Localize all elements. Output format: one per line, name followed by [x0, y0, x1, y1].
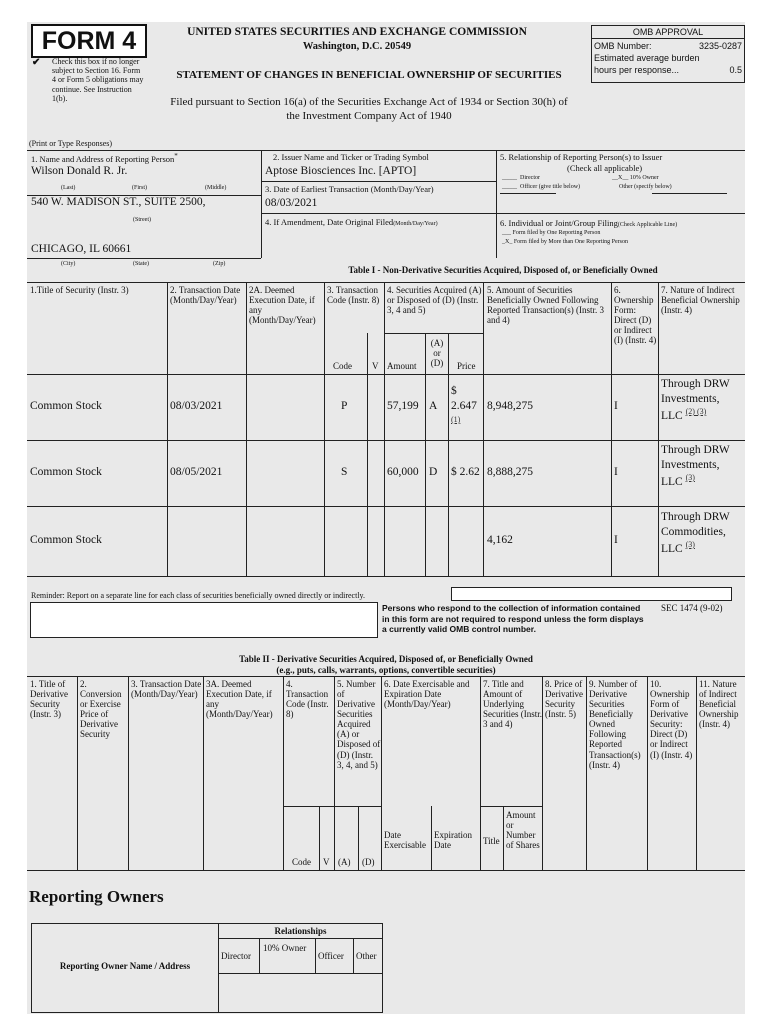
- t2-code: Code: [292, 857, 311, 867]
- omb-number-label: OMB Number:: [594, 41, 652, 51]
- t1-row2-nature-footnote[interactable]: (3): [685, 472, 695, 482]
- label-last: (Last): [61, 185, 76, 191]
- t1-row1-price-footnote[interactable]: (1): [451, 415, 461, 424]
- form-4-document: [27, 22, 745, 1014]
- t1-row1-title: Common Stock: [30, 400, 102, 412]
- t1-row2-nature: Through DRW Investments, LLC $^{(3)}$: [661, 444, 730, 488]
- t1-row3-form: I: [614, 534, 618, 546]
- box4-label: 4. If Amendment, Date Original Filed(Month/Day/Year): [265, 217, 438, 227]
- t1-row2-price: $ 2.62: [451, 466, 480, 478]
- t1-h2a: 2A. Deemed Execution Date, if any (Month/Day/Year): [249, 285, 316, 326]
- t1-price: Price: [457, 361, 476, 371]
- owners-name-address: Reporting Owner Name / Address: [59, 961, 191, 971]
- table2-subtitle: (e.g., puts, calls, warrants, options, convertible securities): [276, 665, 496, 675]
- omb-burden-label: Estimated average burden: [594, 53, 700, 63]
- t1-row1-price: 2.647: [451, 400, 477, 412]
- sec-number: SEC 1474 (9-02): [661, 603, 723, 613]
- reporting-person-city: CHICAGO, IL 60661: [31, 243, 132, 255]
- label-state: (State): [133, 261, 149, 267]
- t1-row2-form: I: [614, 466, 618, 478]
- label-first: (First): [132, 185, 147, 191]
- t2-date-ex: Date Exercisable: [384, 830, 426, 851]
- t2-h9: 9. Number of Derivative Securities Beneficially Owned Following Reported Transaction(s) (Instr. 4): [589, 679, 641, 770]
- t1-row1-form: I: [614, 400, 618, 412]
- omb-approval-box: [591, 25, 745, 83]
- t1-row1-nature-footnote[interactable]: (2) (3): [685, 406, 707, 416]
- label-zip: (Zip): [213, 261, 226, 267]
- t2-h7: 7. Title and Amount of Underlying Securities (Instr. 3 and 4): [483, 679, 542, 730]
- table2-title: Table II - Derivative Securities Acquired, Disposed of, or Beneficially Owned: [239, 654, 533, 664]
- form-title: FORM 4: [41, 27, 137, 55]
- box1-star: *: [174, 152, 178, 160]
- t1-h5: 5. Amount of Securities Beneficially Owned Following Reported Transaction(s) (Instr. 3 and 4): [487, 285, 604, 326]
- owners-table: [31, 923, 383, 1013]
- issuer-name: Aptose Biosciences Inc. [APTO]: [265, 165, 417, 177]
- reminder-box-left: [30, 602, 378, 638]
- t2-h3: 3. Transaction Date (Month/Day/Year): [131, 679, 202, 700]
- omb-hours-label: hours per response...: [594, 65, 680, 75]
- reporting-person-street: 540 W. MADISON ST., SUITE 2500,: [31, 196, 206, 208]
- t1-h4: 4. Securities Acquired (A) or Disposed of (D) (Instr. 3, 4 and 5): [387, 285, 482, 316]
- t2-h2: 2. Conversion or Exercise Price of Derivative Security: [80, 679, 122, 740]
- t2-v: V: [323, 857, 330, 867]
- t2-h6: 6. Date Exercisable and Expiration Date (Month/Day/Year): [384, 679, 470, 710]
- omb-hours-value: 0.5: [729, 65, 742, 75]
- t1-h3: 3. Transaction Code (Instr. 8): [327, 285, 380, 306]
- reporting-person-name: Wilson Donald R. Jr.: [31, 165, 128, 177]
- t1-row3-nature-footnote[interactable]: (3): [685, 539, 695, 549]
- t2-h11: 11. Nature of Indirect Beneficial Ownership (Instr. 4): [699, 679, 739, 730]
- t1-h2: 2. Transaction Date (Month/Day/Year): [170, 285, 241, 306]
- t2-amt-num: Amount or Number of Shares: [506, 810, 540, 851]
- t1-row1-amount: 57,199: [387, 400, 419, 412]
- t1-row2-owned: 8,888,275: [487, 466, 533, 478]
- box1-label: 1. Name and Address of Reporting Person*: [31, 152, 178, 164]
- reminder-text: Reminder: Report on a separate line for each class of securities beneficially owned directly or indirectly.: [31, 591, 366, 600]
- t2-title: Title: [483, 836, 500, 846]
- earliest-transaction-date: 08/03/2021: [265, 197, 318, 209]
- check-box-text: Check this box if no longer subject to Section 16. Form 4 or Form 5 obligations may continue. See Instruction 1(b).: [52, 57, 144, 103]
- t1-row1-ad: A: [429, 400, 438, 412]
- label-street: (Street): [133, 217, 151, 223]
- t1-v: V: [372, 361, 379, 371]
- t1-row1-price-sym: $: [451, 385, 457, 397]
- reporting-owners-heading: Reporting Owners: [29, 887, 164, 906]
- form-title-box: [31, 24, 147, 58]
- t1-h1: 1.Title of Security (Instr. 3): [30, 285, 129, 295]
- owners-officer: Officer: [318, 951, 344, 961]
- omb-number-value: 3235-0287: [698, 41, 742, 51]
- t1-row2-title: Common Stock: [30, 466, 102, 478]
- filing-one: ___ Form filed by One Reporting Person: [502, 230, 601, 236]
- owners-relationships: Relationships: [274, 926, 327, 936]
- rel-director: Director: [520, 175, 540, 181]
- box5-label: 5. Relationship of Reporting Person(s) to Issuer: [500, 152, 663, 162]
- t1-amount: Amount: [387, 361, 417, 371]
- box2-label: 2. Issuer Name and Ticker or Trading Symbol: [273, 152, 429, 162]
- t1-row1-owned: 8,948,275: [487, 400, 533, 412]
- t1-row3-nature: Through DRW Commodities, LLC $^{(3)}$: [661, 511, 730, 555]
- table1-title: Table I - Non-Derivative Securities Acquired, Disposed of, or Beneficially Owned: [348, 265, 658, 275]
- t1-aord: (A) or (D): [430, 338, 444, 369]
- persons-text: Persons who respond to the collection of information contained in this form are not required to respond unless the form displays a currently valid OMB control number.: [382, 603, 644, 635]
- owners-director: Director: [221, 951, 251, 961]
- t1-h7: 7. Nature of Indirect Beneficial Ownership (Instr. 4): [661, 285, 740, 316]
- t1-row3-title: Common Stock: [30, 534, 102, 546]
- t1-code: Code: [333, 361, 352, 371]
- rel-other: Other (specify below): [619, 184, 672, 190]
- t1-h6: 6. Ownership Form: Direct (D) or Indirect (I) (Instr. 4): [614, 285, 657, 346]
- rel-officer: Officer (give title below): [520, 184, 581, 190]
- print-note: (Print or Type Responses): [29, 139, 113, 148]
- t1-row2-amount: 60,000: [387, 466, 419, 478]
- t2-d: (D): [362, 857, 375, 867]
- owners-ten-pct: 10% Owner: [263, 943, 307, 953]
- box3-label: 3. Date of Earliest Transaction (Month/Day/Year): [265, 184, 434, 194]
- t2-h10: 10. Ownership Form of Derivative Security: Direct (D) or Indirect (I) (Instr. 4): [650, 679, 693, 760]
- box5-sub: (Check all applicable): [567, 163, 643, 173]
- t1-row1-code: P: [341, 400, 348, 412]
- agency-city: Washington, D.C. 20549: [302, 41, 412, 52]
- check-mark-icon[interactable]: ✔: [32, 57, 41, 68]
- statement-title: STATEMENT OF CHANGES IN BENEFICIAL OWNERSHIP OF SECURITIES: [176, 69, 562, 81]
- t2-a: (A): [338, 857, 351, 867]
- filed-pursuant: Filed pursuant to Section 16(a) of the Securities Exchange Act of 1934 or Section 30(h) of: [170, 96, 568, 108]
- t2-h8: 8. Price of Derivative Security (Instr. 5): [545, 679, 583, 720]
- director-blank: _____: [502, 175, 517, 181]
- t1-row2-date: 08/05/2021: [170, 466, 223, 478]
- filing-more: _X_ Form filed by More than One Reporting Person: [502, 239, 628, 245]
- t1-row2-ad: D: [429, 466, 438, 478]
- t1-row1-nature: Through DRW Investments, LLC $^{(2) (3)}$: [661, 378, 730, 422]
- t1-row2-code: S: [341, 466, 348, 478]
- t2-h5: 5. Number of Derivative Securities Acquired (A) or Disposed of (D) (Instr. 3, 4, and 5): [337, 679, 381, 770]
- filed-pursuant-2: the Investment Company Act of 1940: [286, 110, 452, 122]
- label-city: (City): [61, 261, 76, 267]
- officer-blank: _____: [502, 184, 517, 190]
- box6-label: 6. Individual or Joint/Group Filing(Check Applicable Line): [500, 218, 678, 228]
- omb-title: OMB APPROVAL: [632, 27, 704, 37]
- t2-h4: 4. Transaction Code (Instr. 8): [286, 679, 329, 720]
- t2-h1: 1. Title of Derivative Security (Instr. 3): [30, 679, 68, 720]
- t1-row1-date: 08/03/2021: [170, 400, 223, 412]
- agency-name: UNITED STATES SECURITIES AND EXCHANGE COMMISSION: [187, 26, 527, 38]
- owners-other: Other: [356, 951, 377, 961]
- t2-h3a: 3A. Deemed Execution Date, if any (Month/Day/Year): [206, 679, 273, 720]
- label-middle: (Middle): [205, 185, 227, 191]
- rel-ten-pct: __X__ 10% Owner: [612, 175, 659, 181]
- reminder-box-right: [451, 587, 732, 601]
- t2-exp: Expiration Date: [434, 830, 472, 851]
- t1-row3-owned: 4,162: [487, 534, 513, 546]
